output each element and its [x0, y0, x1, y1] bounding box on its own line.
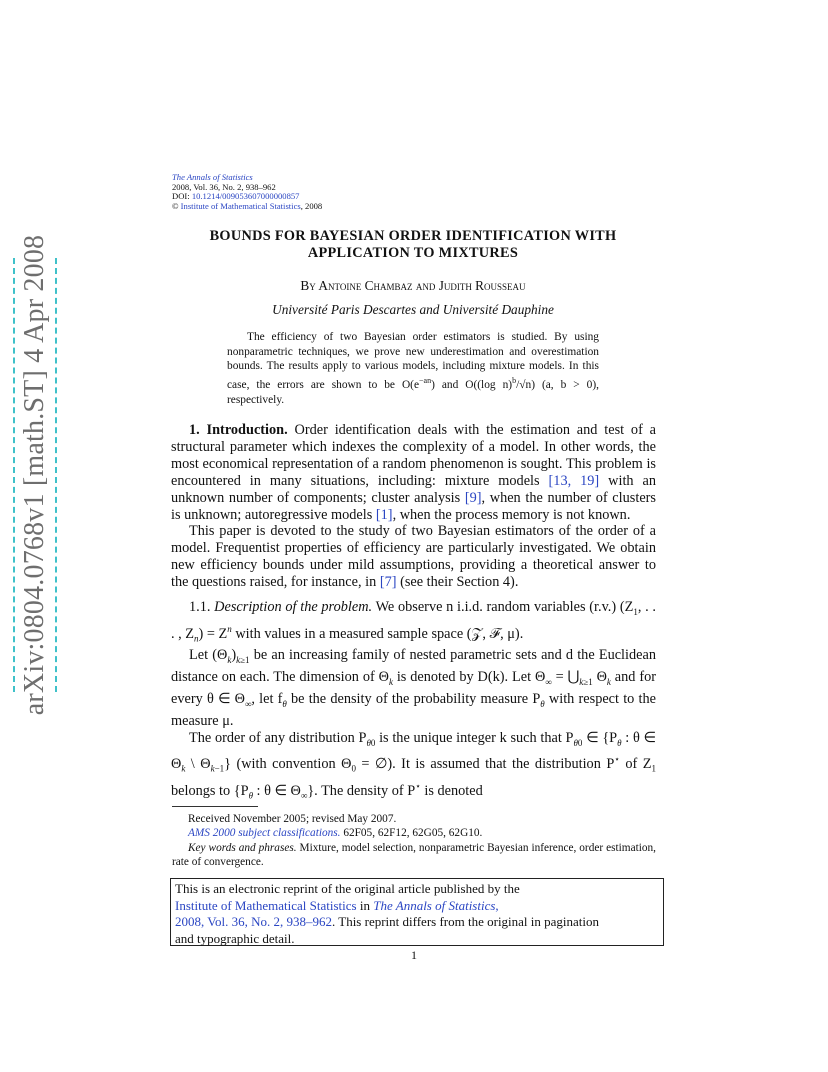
and-label: and — [412, 278, 439, 293]
reprint-line-2 — [175, 898, 659, 915]
text: : θ ∈ Θ — [171, 729, 657, 773]
copyright-line — [172, 202, 322, 211]
keywords — [172, 841, 656, 870]
volume-line: 2008, Vol. 36, No. 2, 938–962 — [172, 181, 276, 192]
text: The order of any distribution P — [189, 729, 367, 746]
text: belongs to {P — [171, 782, 249, 799]
title-line-2: APPLICATION TO MIXTURES — [307, 245, 519, 261]
text: in — [356, 897, 374, 913]
text: is denoted by D(k). Let Θ — [392, 669, 546, 686]
text: with an unknown number of components; cluster analysis — [171, 472, 657, 506]
text: be an increasing family of nested parametric sets and d the Euclidean distance on each. The dimension of Θ — [171, 647, 656, 686]
text: , — [495, 897, 499, 913]
arxiv-stamp — [13, 234, 57, 716]
footnote-rule — [172, 806, 258, 807]
abstract — [227, 330, 599, 407]
journal-reprint-link[interactable]: The Annals of Statistics — [373, 897, 496, 913]
page-number: 1 — [411, 948, 417, 962]
ims-link[interactable]: Institute of Mathematical Statistics — [178, 200, 301, 211]
copyright-year: , 2008 — [300, 200, 323, 211]
authors — [170, 278, 656, 294]
text: with respect to the measure μ. — [171, 690, 656, 729]
text: Order identification deals with the estimation and test of a structural parameter which indexes the complexity of a model. In other words, the most economical representation of a random phenomenon is sought. This problem is encountered in many situations, including: mixture models — [171, 422, 656, 489]
section-1-1-paragraph-1: 1.1. Description of the problem. We observe n i.i.d. random variables (r.v.) ($Z_1$, . . . , $Z_n) = Z^n$ with values in a measured sample space (𝒵, ℱ, μ). — [171, 599, 656, 644]
text: is the unique integer k such that P — [375, 729, 574, 746]
affiliation: Université Paris Descartes and Université Dauphine — [272, 302, 554, 317]
text: }. The density of P — [307, 782, 416, 799]
citation-link[interactable]: [9] — [464, 489, 482, 506]
text: of Z — [619, 756, 652, 773]
reprint-line-4: and typographic detail. — [175, 930, 295, 946]
text: (see their Section 4). — [396, 574, 519, 591]
citation-link[interactable]: [1] — [375, 506, 393, 523]
doi-label: DOI: — [172, 191, 192, 201]
text: be the density of the probability measure P — [286, 690, 541, 707]
author-1: Antoine Chambaz — [318, 278, 413, 293]
text: \ Θ — [185, 756, 211, 773]
paper-title — [170, 228, 656, 262]
section-1-1-paragraph-2: Let $(\Theta_k)_{k\ge 1}$ be an increasing family of nested parametric sets and d the Euclidean distance on each. The dimension of $\Theta_k$ is denoted by D(k). Let $\Theta_\infty$ = $⋃_{k\ge 1}$ $\Theta_k$ and for every θ ∈ $\Theta_\infty$, let $f_\theta$ be the density of the probability measure $P_\theta$ with respect to the measure μ. — [171, 647, 656, 729]
reprint-notice-box — [170, 878, 664, 946]
text: , when the number of clusters is unknown; autoregressive models — [171, 489, 656, 523]
text: is denoted — [420, 782, 483, 799]
text: = ∅). It is assumed that the distribution P — [355, 756, 615, 773]
subsection-title: Description of the problem. — [214, 599, 373, 616]
citation-link[interactable]: [13, 19] — [548, 472, 600, 489]
footnotes — [172, 812, 656, 870]
text: ) = Z — [198, 625, 228, 642]
volume-reprint-link[interactable]: 2008, Vol. 36, No. 2, 938–962 — [175, 914, 332, 930]
text: , when the process memory is not known. — [392, 506, 631, 523]
text: ) — [231, 647, 237, 664]
doi-link[interactable]: 10.1214/009053607000000857 — [191, 191, 300, 201]
text: . This reprint differs from the original in pagination — [331, 914, 600, 930]
abstract-text: The efficiency of two Bayesian order estimators is studied. By using nonparametric techniques, we prove new underestimation and overestimation bounds. The results apply to various models, including mixture models. In this case, the errors are shown to be O(e — [227, 331, 599, 391]
text: , let f — [251, 690, 283, 707]
subsection-number: 1.1. — [189, 599, 215, 616]
text: = ⋃ — [551, 669, 580, 686]
text: } (with convention Θ — [224, 756, 352, 773]
copyright-symbol: © — [172, 200, 179, 211]
text: and for every θ ∈ Θ — [171, 669, 656, 707]
text: Let (Θ — [189, 647, 228, 664]
keywords-label: Key words and phrases. — [188, 841, 297, 854]
ams-codes: 62F05, 62F12, 62G05, 62G10. — [340, 827, 483, 840]
intro-paragraph-2 — [171, 523, 656, 591]
author-2: Judith Rousseau — [438, 278, 526, 293]
title-line-1: BOUNDS FOR BAYESIAN ORDER IDENTIFICATION WITH — [209, 228, 617, 244]
received-note: Received November 2005; revised May 2007. — [188, 813, 397, 825]
text: This paper is devoted to the study of two Bayesian estimators of the order of a model. Frequentist properties of efficiency are particularly investigated. We obtain new efficiency bounds under mild assumptions, providing a theoretical answer to the questions raised, for instance, in — [171, 523, 656, 591]
section-1-1-paragraph-3: The order of any distribution $P_{\theta 0}$ is the unique integer k such that $P_{\theta 0}$ ∈ {$P_\theta$ : θ ∈ $\Theta_k$ \ $\Theta_{k-1}$} (with convention $\Theta_0$ = ∅). It is assumed that the distribution P⋆ of $Z_1$ belongs to {$P_\theta$ : θ ∈ $\Theta_\infty$}. The density of P⋆ is denoted — [171, 729, 657, 801]
text: We observe n i.i.d. random variables (r.v.) (Z — [372, 599, 634, 616]
citation-link[interactable]: [7] — [379, 574, 397, 591]
ams-classification — [172, 826, 656, 840]
ams-link[interactable]: AMS 2000 subject classifications. — [188, 827, 341, 840]
by-label: By — [300, 278, 319, 293]
text: Θ — [592, 669, 607, 686]
text: , . . . , Z — [171, 599, 656, 642]
abstract-text-2: ) and O((log n) — [431, 378, 513, 391]
abstract-exp-2: b — [512, 376, 517, 386]
arxiv-stamp-text: arXiv:0804.0768v1 [math.ST] 4 Apr 2008 — [19, 234, 50, 716]
journal-link[interactable]: The Annals of Statistics — [172, 172, 253, 182]
reprint-line-3 — [175, 914, 659, 931]
text: ∈ {P — [582, 729, 618, 746]
abstract-text-3: /√n) (a, b > 0), respectively. — [227, 378, 599, 406]
text: : θ ∈ Θ — [252, 782, 301, 799]
main-body — [171, 422, 656, 804]
ims-reprint-link[interactable]: Institute of Mathematical Statistics — [175, 897, 357, 913]
keywords-text: Mixture, model selection, nonparametric Bayesian inference, order estimation, rate of convergence. — [172, 841, 656, 869]
section-heading-introduction: 1. Introduction. — [189, 422, 288, 438]
intro-paragraph-1 — [171, 422, 656, 523]
text: with values in a measured sample space (𝒵, ℱ, μ). — [231, 625, 524, 642]
reprint-line-1: This is an electronic reprint of the original article published by the — [175, 881, 520, 896]
abstract-exp: −an — [419, 376, 432, 386]
